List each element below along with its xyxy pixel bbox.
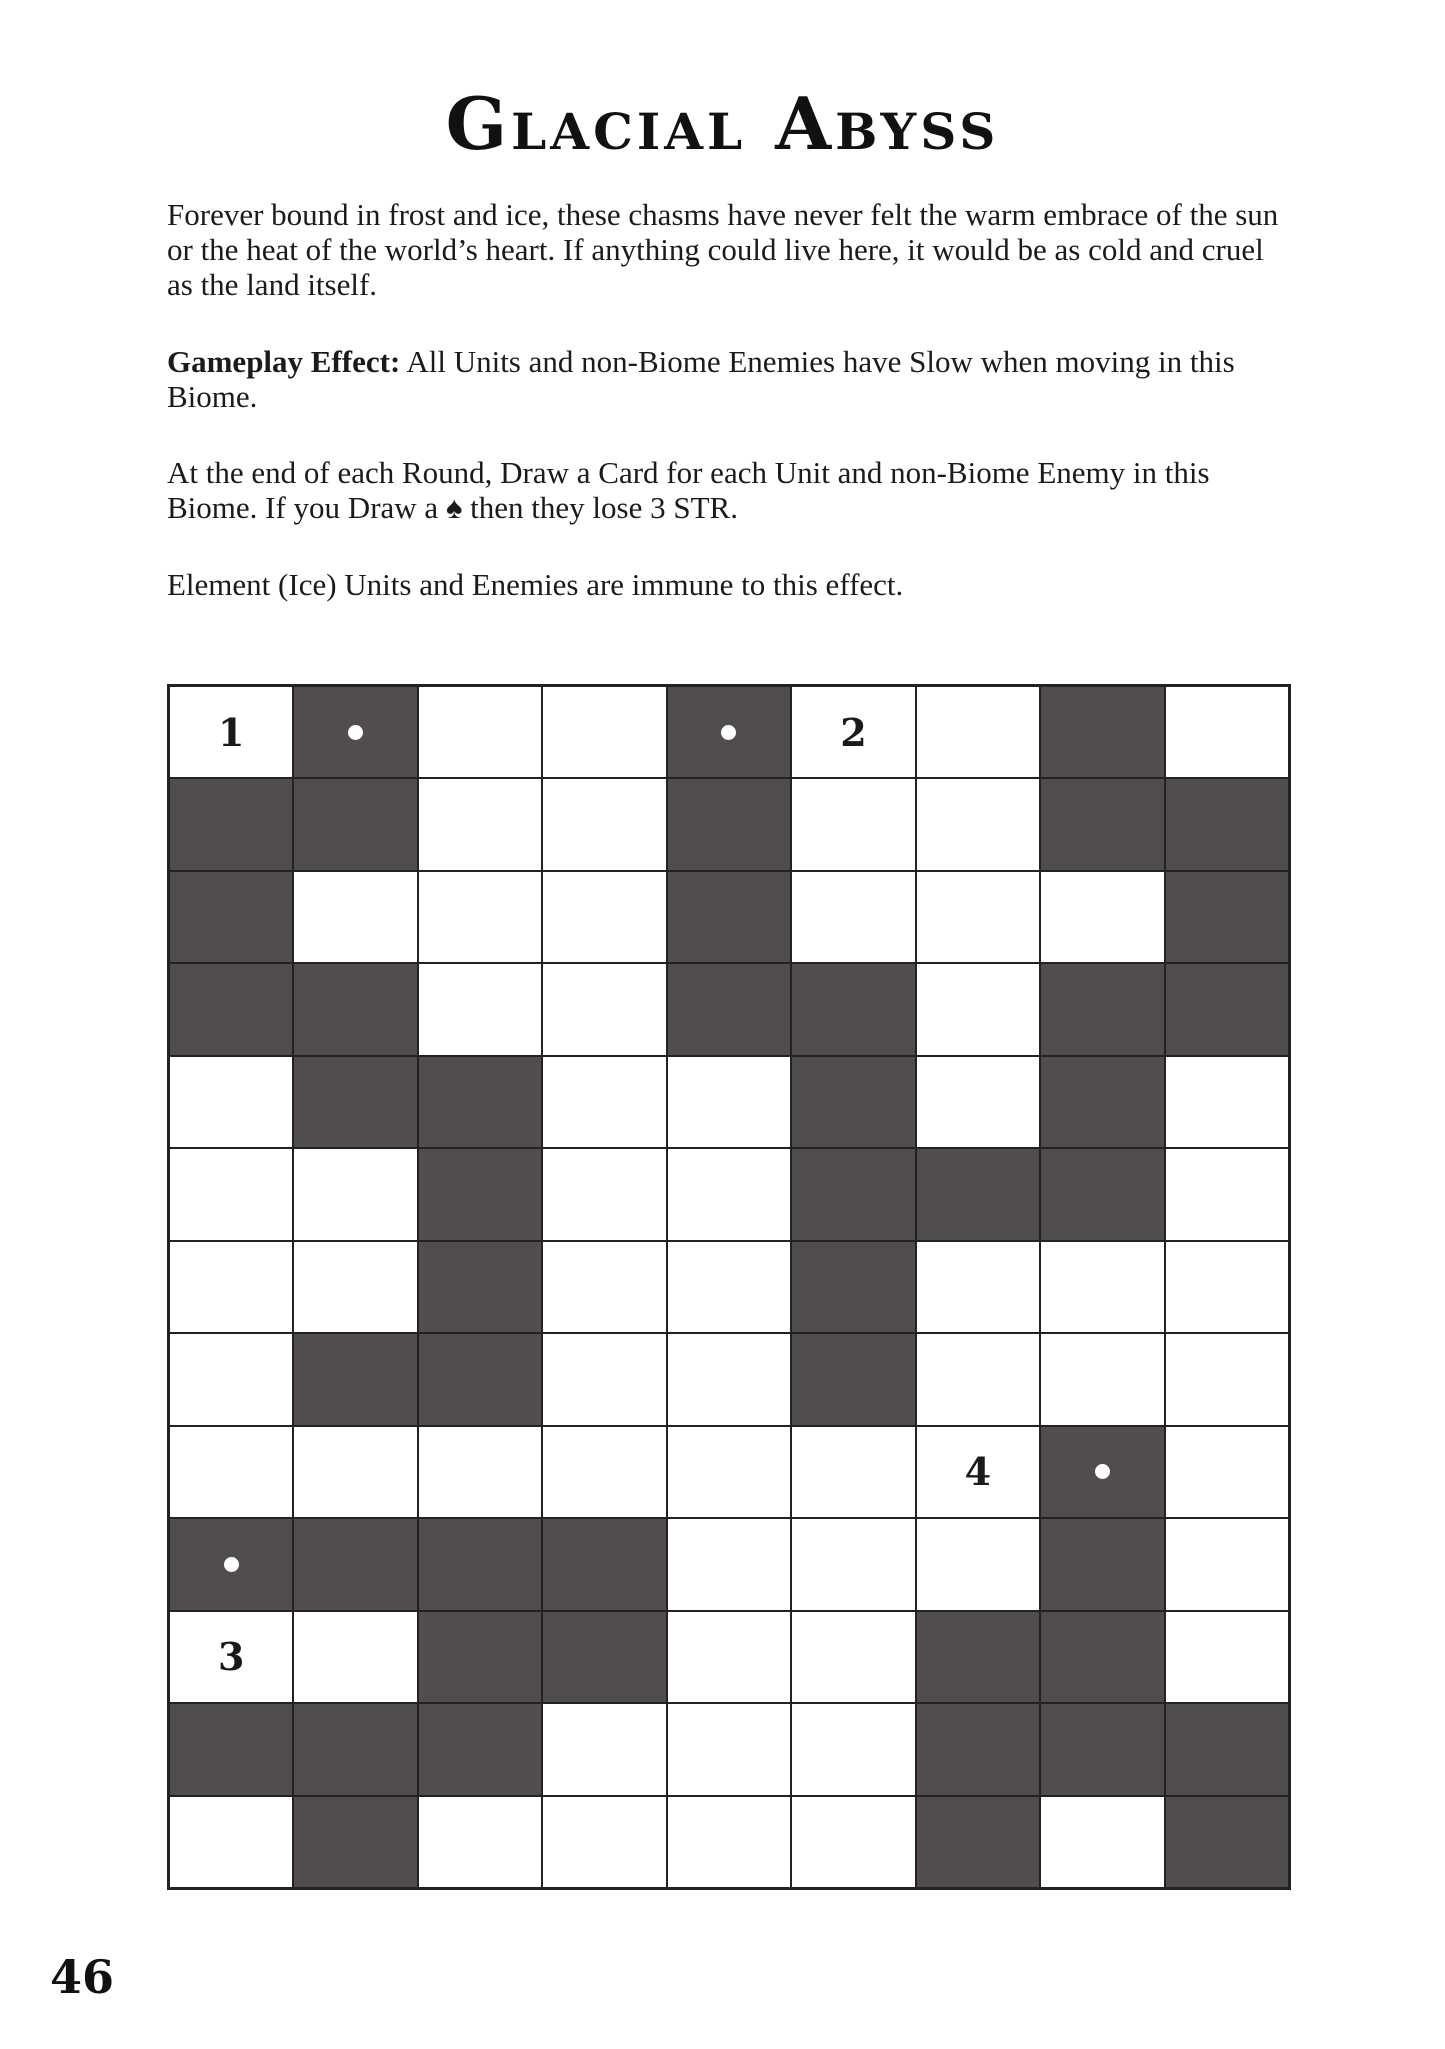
grid-cell-ice xyxy=(791,1426,915,1518)
grid-cell-ice xyxy=(791,1518,915,1610)
grid-cell-chasm xyxy=(169,1518,293,1610)
grid-cell-chasm xyxy=(1040,686,1164,778)
grid-cell-ice xyxy=(916,1518,1040,1610)
grid-cell-ice xyxy=(542,1796,666,1888)
grid-cell-ice xyxy=(1165,1518,1289,1610)
intro-paragraph: Forever bound in frost and ice, these chasms have never felt the warm embrace of the sun or the heat of the world’s heart. If anything could live here, it would be as cold and cruel as the land itself. xyxy=(167,197,1279,302)
grid-cell-ice xyxy=(542,686,666,778)
grid-cell-ice xyxy=(169,1056,293,1148)
grid-cell-chasm xyxy=(916,1796,1040,1888)
grid-cell-ice xyxy=(1165,1333,1289,1425)
grid-cell-chasm xyxy=(293,1703,417,1795)
grid-cell-chasm xyxy=(1165,963,1289,1055)
grid-cell-ice xyxy=(1040,1796,1164,1888)
grid-cell-ice xyxy=(667,1333,791,1425)
grid-cell-ice xyxy=(169,1241,293,1333)
grid-cell-ice xyxy=(169,1426,293,1518)
spawn-dot-icon xyxy=(348,725,363,740)
grid-cell-chasm xyxy=(1040,963,1164,1055)
grid-cell-ice xyxy=(667,1426,791,1518)
grid-cell-ice xyxy=(667,1703,791,1795)
draw-rule-text-before: At the end of each Round, Draw a Card for each Unit and non-Biome Enemy in this Biome. If you Draw a xyxy=(167,455,1210,525)
grid-cell-chasm xyxy=(1040,778,1164,870)
grid-cell-ice xyxy=(791,1703,915,1795)
grid-cell-ice xyxy=(542,1056,666,1148)
grid-cell-chasm xyxy=(293,963,417,1055)
grid-cell-ice xyxy=(293,1426,417,1518)
grid-number-label: 4 xyxy=(964,1449,992,1495)
grid-cell-ice xyxy=(1040,871,1164,963)
grid-cell-chasm xyxy=(293,778,417,870)
grid-cell-ice xyxy=(418,686,542,778)
grid-cell-chasm xyxy=(1040,1148,1164,1240)
grid-cell-ice xyxy=(791,778,915,870)
draw-rule-text-after: then they lose 3 STR. xyxy=(462,490,738,525)
biome-map-grid xyxy=(167,684,1291,1890)
grid-cell-ice xyxy=(542,1703,666,1795)
grid-cell-chasm xyxy=(791,963,915,1055)
grid-cell-ice xyxy=(542,871,666,963)
grid-cell-ice xyxy=(169,686,293,778)
grid-cell-chasm xyxy=(791,1241,915,1333)
grid-cell-ice xyxy=(667,1056,791,1148)
grid-cell-chasm xyxy=(667,686,791,778)
grid-cell-chasm xyxy=(1165,871,1289,963)
grid-cell-chasm xyxy=(542,1611,666,1703)
grid-cell-ice xyxy=(293,1148,417,1240)
grid-cell-ice xyxy=(418,871,542,963)
gameplay-effect-text: All Units and non-Biome Enemies have Slow when moving in this Biome. xyxy=(167,344,1235,414)
grid-cell-ice xyxy=(916,871,1040,963)
grid-cell-chasm xyxy=(418,1333,542,1425)
grid-cell-ice xyxy=(791,1796,915,1888)
grid-cell-ice xyxy=(916,1333,1040,1425)
grid-cell-chasm xyxy=(418,1056,542,1148)
grid-number-label: 3 xyxy=(217,1634,245,1680)
grid-cell-chasm xyxy=(1165,1796,1289,1888)
grid-cell-ice xyxy=(916,963,1040,1055)
gameplay-effect-paragraph xyxy=(167,344,1287,414)
grid-cell-chasm xyxy=(667,778,791,870)
grid-cell-chasm xyxy=(418,1241,542,1333)
immunity-paragraph: Element (Ice) Units and Enemies are immune to this effect. xyxy=(167,567,904,602)
grid-cell-ice xyxy=(169,1333,293,1425)
grid-cell-chasm xyxy=(1040,1056,1164,1148)
grid-cell-chasm xyxy=(1040,1611,1164,1703)
grid-cell-ice xyxy=(542,963,666,1055)
grid-cell-ice xyxy=(1165,686,1289,778)
grid-cell-ice xyxy=(418,963,542,1055)
grid-cell-ice xyxy=(916,1426,1040,1518)
grid-cell-chasm xyxy=(293,1518,417,1610)
grid-cell-chasm xyxy=(667,871,791,963)
grid-cell-ice xyxy=(916,1056,1040,1148)
grid-cell-chasm xyxy=(169,1703,293,1795)
spawn-dot-icon xyxy=(721,725,736,740)
gameplay-effect-label: Gameplay Effect: xyxy=(167,344,401,379)
grid-cell-ice xyxy=(916,778,1040,870)
grid-number-label: 1 xyxy=(217,709,245,755)
grid-cell-ice xyxy=(916,686,1040,778)
grid-cell-chasm xyxy=(791,1056,915,1148)
grid-cell-chasm xyxy=(791,1333,915,1425)
grid-cell-ice xyxy=(169,1148,293,1240)
grid-cell-chasm xyxy=(169,963,293,1055)
grid-cell-ice xyxy=(418,1796,542,1888)
grid-cell-ice xyxy=(791,871,915,963)
grid-cell-ice xyxy=(542,1148,666,1240)
grid-cell-chasm xyxy=(293,1056,417,1148)
grid-cell-ice xyxy=(667,1611,791,1703)
grid-cell-chasm xyxy=(916,1703,1040,1795)
grid-cell-ice xyxy=(542,778,666,870)
grid-cell-chasm xyxy=(418,1703,542,1795)
grid-cell-ice xyxy=(169,1796,293,1888)
grid-cell-chasm xyxy=(916,1148,1040,1240)
grid-cell-ice xyxy=(1040,1333,1164,1425)
grid-number-label: 2 xyxy=(840,709,867,755)
spade-icon: ♠ xyxy=(445,490,463,525)
grid-cell-chasm xyxy=(791,1148,915,1240)
grid-cell-ice xyxy=(542,1333,666,1425)
grid-cell-ice xyxy=(418,778,542,870)
grid-cell-ice xyxy=(418,1426,542,1518)
grid-cell-ice xyxy=(293,871,417,963)
grid-cell-chasm xyxy=(418,1611,542,1703)
spawn-dot-icon xyxy=(224,1557,239,1572)
grid-cell-ice xyxy=(293,1241,417,1333)
grid-cell-ice xyxy=(667,1241,791,1333)
grid-cell-ice xyxy=(1165,1241,1289,1333)
grid-cell-chasm xyxy=(418,1518,542,1610)
grid-cell-ice xyxy=(1165,1611,1289,1703)
grid-cell-ice xyxy=(667,1796,791,1888)
grid-cell-chasm xyxy=(916,1611,1040,1703)
grid-cell-ice xyxy=(1040,1241,1164,1333)
grid-cell-chasm xyxy=(1165,1703,1289,1795)
grid-cell-ice xyxy=(667,1148,791,1240)
grid-cell-chasm xyxy=(1040,1426,1164,1518)
grid-cell-ice xyxy=(1165,1426,1289,1518)
grid-cell-ice xyxy=(542,1426,666,1518)
page-title: Glacial Abyss xyxy=(445,81,1000,166)
grid-cell-chasm xyxy=(169,871,293,963)
grid-cell-chasm xyxy=(418,1148,542,1240)
draw-rule-paragraph xyxy=(167,455,1287,525)
grid-cell-chasm xyxy=(293,686,417,778)
grid-cell-ice xyxy=(293,1611,417,1703)
grid-cell-ice xyxy=(169,1611,293,1703)
grid-cell-chasm xyxy=(1040,1703,1164,1795)
grid-cell-chasm xyxy=(293,1333,417,1425)
grid-cell-ice xyxy=(1165,1148,1289,1240)
grid-cell-ice xyxy=(667,1518,791,1610)
grid-cell-chasm xyxy=(1165,778,1289,870)
grid-cell-ice xyxy=(791,686,915,778)
grid-cell-ice xyxy=(542,1241,666,1333)
spawn-dot-icon xyxy=(1095,1464,1110,1479)
grid-cell-chasm xyxy=(542,1518,666,1610)
grid-cell-ice xyxy=(1165,1056,1289,1148)
grid-cell-chasm xyxy=(169,778,293,870)
grid-cell-chasm xyxy=(1040,1518,1164,1610)
grid-cell-ice xyxy=(791,1611,915,1703)
grid-cell-ice xyxy=(916,1241,1040,1333)
grid-cell-chasm xyxy=(293,1796,417,1888)
page-number: 46 xyxy=(50,1950,115,2004)
grid-cell-chasm xyxy=(667,963,791,1055)
